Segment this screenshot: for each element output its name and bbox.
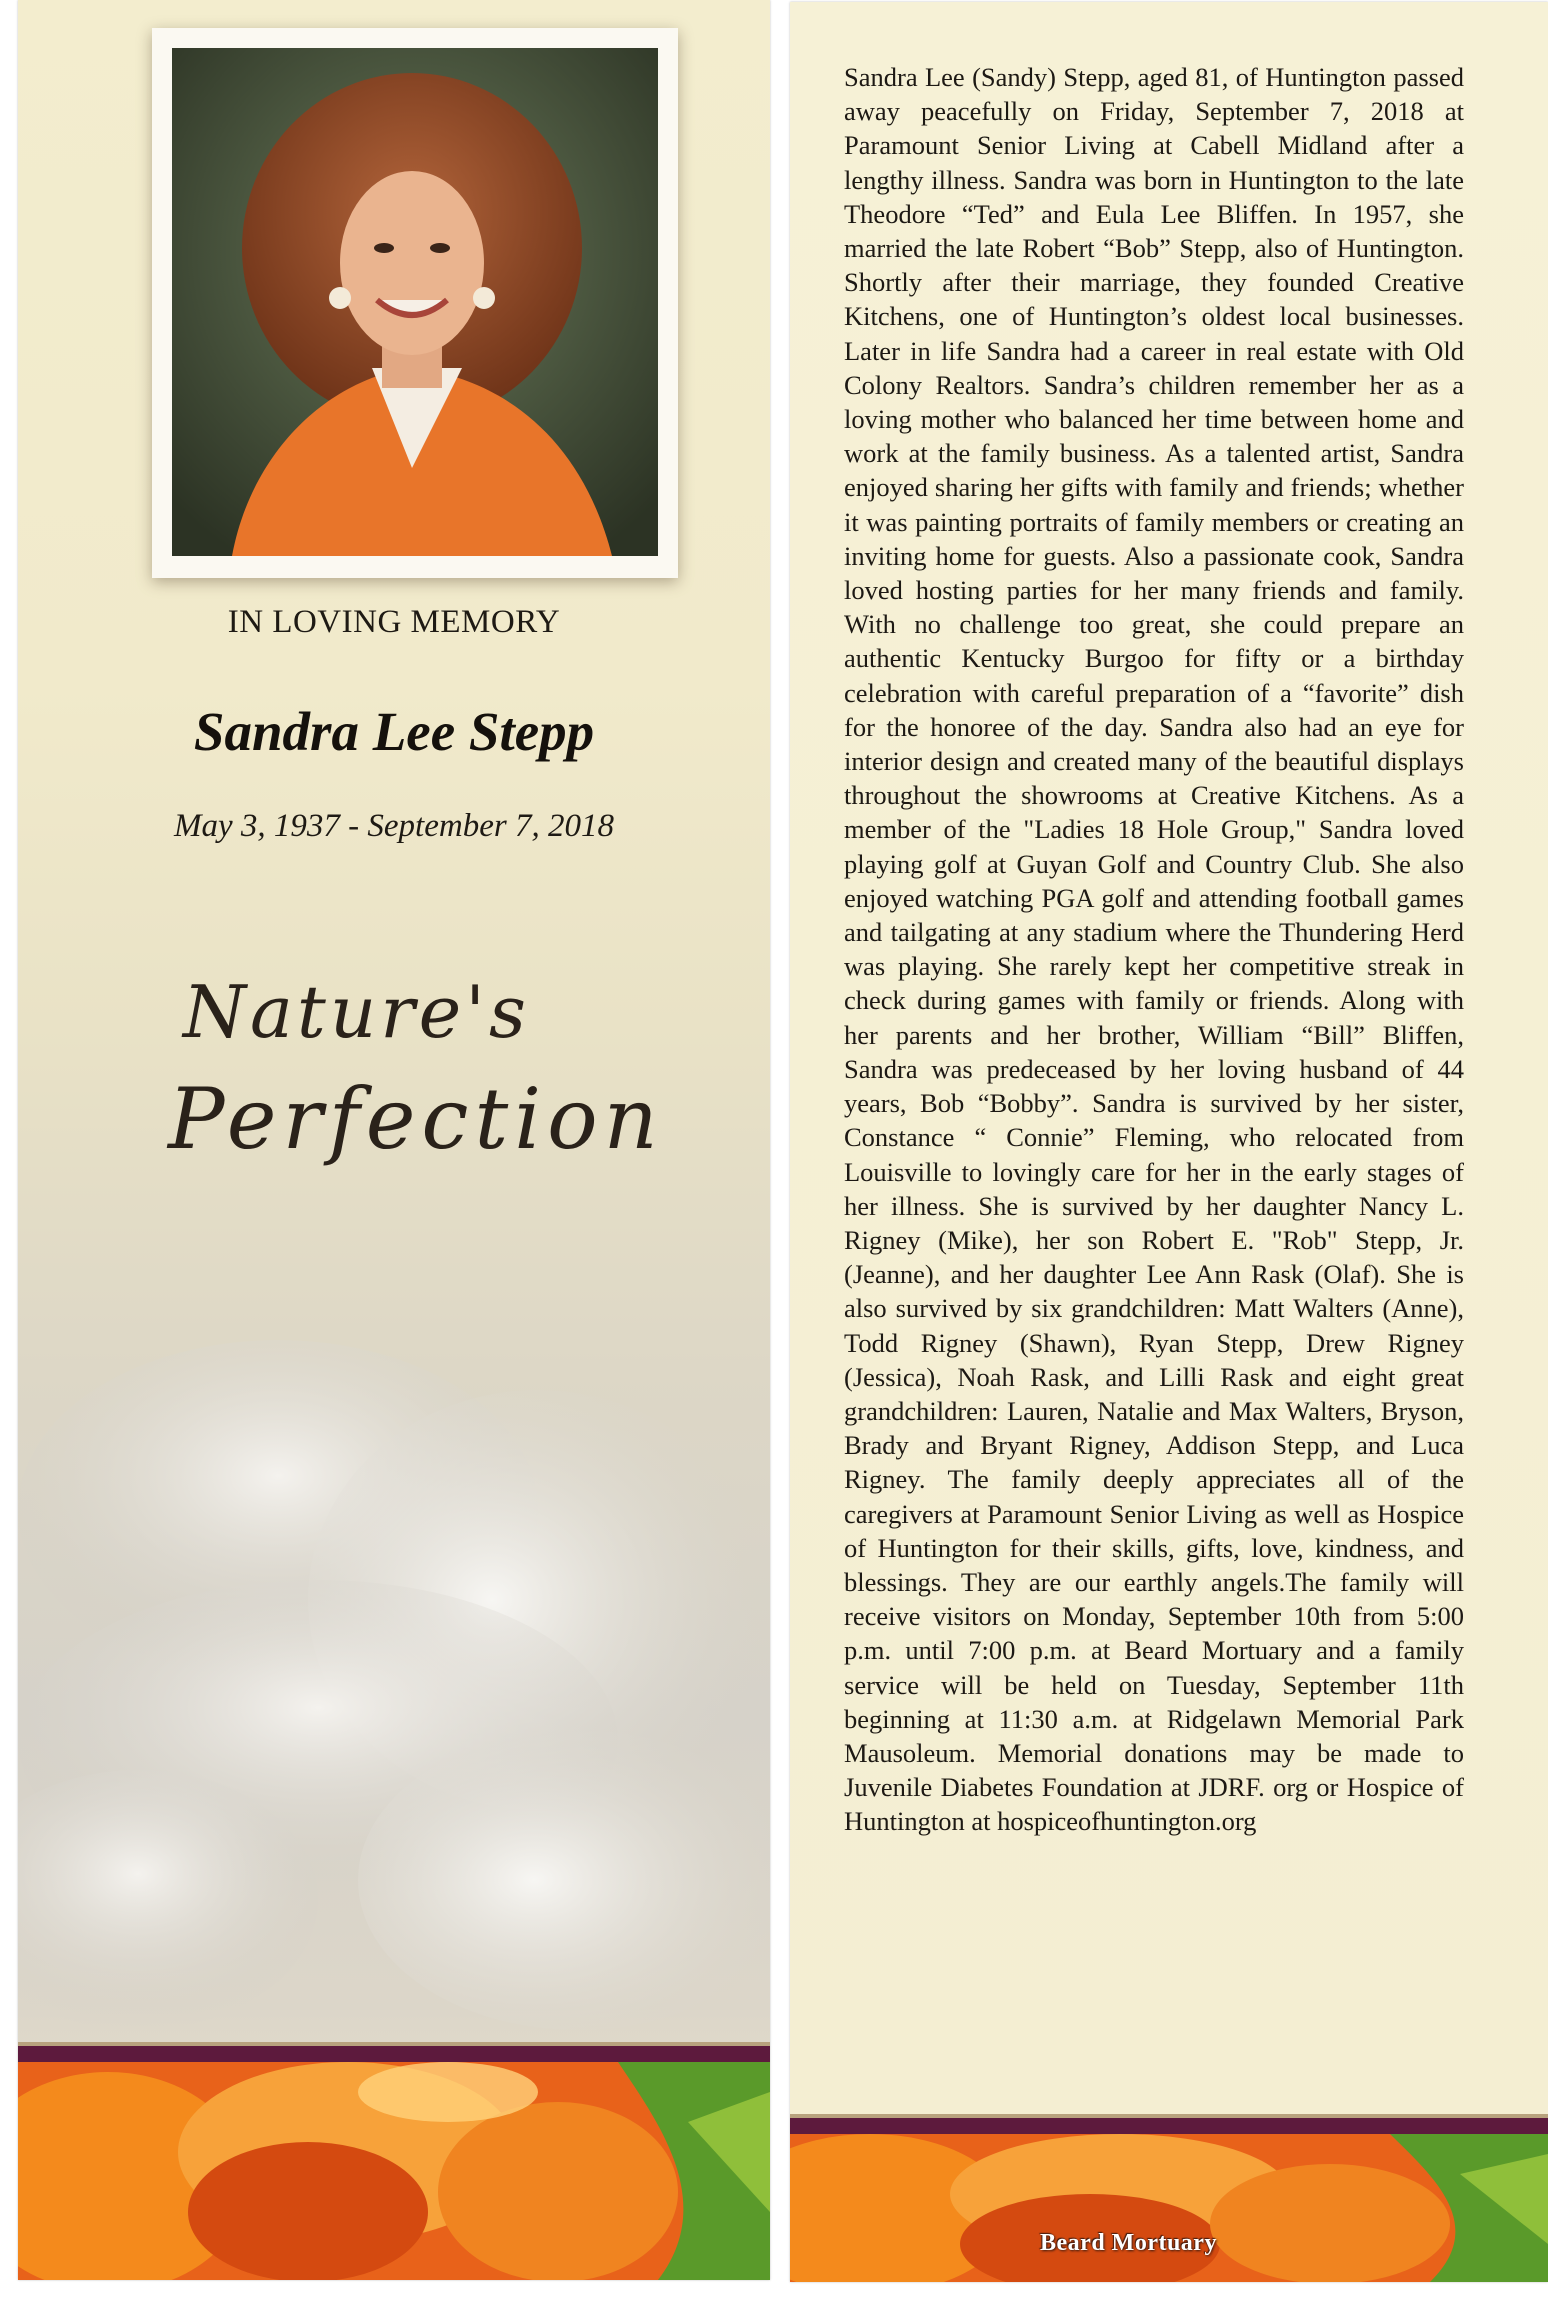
obituary-text: Sandra Lee (Sandy) Stepp, aged 81, of Huntington passed away peacefully on Friday, September 7, 2018 at Paramount Senior Living at Cabell Midland after a lengthy illness. Sandra was born in Huntington to the late Theodore “Ted” and Eula Lee Bliffen. In 1957, she married the late Robert “Bob” Stepp, also of Huntington. Shortly after their marriage, they founded Creative Kitchens, one of Huntington’s oldest local businesses. Later in life Sandra had a career in real estate with Old Colony Realtors. Sandra’s children remember her as a loving mother who balanced her time between home and work at the family business. As a talented artist, Sandra enjoyed sharing her gifts with family and friends; whether it was painting portraits of family members or creating an inviting home for guests. Also a passionate cook, Sandra loved hosting parties for her many friends and family. With no challenge too great, she could prepare an authentic Kentucky Burgoo for fifty or a birthday celebration with careful preparation of a “favorite” dish for the honoree of the day. Sandra also had an eye for interior design and created many of the beautiful displays throughout the showrooms at Creative Kitchens. As a member of the "Ladies 18 Hole Group," Sandra loved playing golf at Guyan Golf and Country Club. She also enjoyed watching PGA golf and attending football games and tailgating at any stadium where the Thundering Herd was playing. She rarely kept her competitive streak in check during games with family or friends. Along with her parents and her brother, William “Bill” Bliffen, Sandra was predeceased by her loving husband of 44 years, Bob “Bobby”. Sandra is survived by her sister, Constance “ Connie” Fleming, who relocated from Louisville to lovingly care for her in the early stages of her illness. She is survived by her daughter Nancy L. Rigney (Mike), her son Robert E. "Rob" Stepp, Jr. (Jeanne), and her daughter Lee Ann Rask (Olaf). She is also survived by six grandchildren: Matt Walters (Anne), Todd Rigney (Shawn), Ryan Stepp, Drew Rigney (Jessica), Noah Rask, and Lilli Rask and eight great grandchildren: Lauren, Natalie and Max Walters, Bryson, Brady and Bryant Rigney, Addison Stepp, and Luca Rigney. The family deeply appreciates all of the caregivers at Paramount Senior Living as well as Hospice of Huntington for their skills, gifts, love, kindness, and blessings. They are our earthly angels.The family will receive visitors on Monday, September 10th from 5:00 p.m. until 7:00 p.m. at Beard Mortuary and a family service will be held on Tuesday, September 11th beginning at 11:30 a.m. at Ridgelawn Memorial Park Mausoleum. Memorial donations may be made to Juvenile Diabetes Foundation at JDRF. org or Hospice of Huntington at hospiceofhuntington.org — [844, 62, 1464, 1837]
portrait-photo — [172, 48, 658, 556]
life-dates: May 3, 1937 - September 7, 2018 — [174, 808, 614, 844]
decorative-stripe — [790, 2114, 1548, 2134]
white-flower-background — [18, 1180, 770, 2040]
orange-flower-banner — [18, 2062, 770, 2280]
script-title-line1: Nature's — [183, 970, 530, 1054]
beard-mortuary-logo: Beard Mortuary — [1040, 2230, 1217, 2256]
memorial-card-back — [790, 2, 1548, 2282]
script-title — [168, 970, 688, 1230]
in-loving-memory-heading: IN LOVING MEMORY — [227, 604, 561, 640]
deceased-name: Sandra Lee Stepp — [193, 701, 595, 762]
script-title-line2: Perfection — [168, 1070, 664, 1168]
portrait-frame — [152, 28, 678, 578]
orange-flower-banner — [790, 2134, 1548, 2282]
memorial-card-front — [18, 0, 770, 2280]
decorative-stripe — [18, 2042, 770, 2062]
